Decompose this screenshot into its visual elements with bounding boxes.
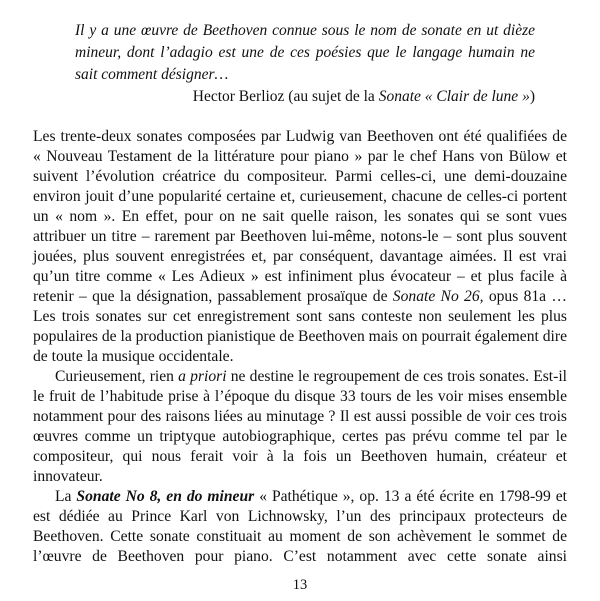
paragraph-3 [33, 487, 567, 567]
attribution-work-title: Sonate « Clair de lune » [378, 88, 530, 105]
paragraph-3-text-end: « Pathétique », op. 13 a été écrite en 1798-99 et est dédiée au Prince Karl von Lichnowsky, l’un des principaux protecteurs de Beethoven. Cette sonate constituait au moment de son achèvement le sommet de l’œuvre de Beethoven pour piano. C’est notamment avec cette sonate ainsi [33, 488, 567, 565]
paragraph-1-text: Les trente-deux sonates composées par Ludwig van Beethoven ont été qualifiées de « Nouveau Testament de la littérature pour piano » par le chef Hans von Bülow et suivent l’évolution créatrice du compositeur. Parmi celles-ci, une demi-douzaine environ jouit d’une popularité certaine et, curieusement, chacune de celles-ci portent un « nom ». En effet, pour on ne sait quelle raison, les sonates qui se sont vues attribuer un titre – rarement par Beethoven lui-même, notons-le – sont plus souvent jouées, plus souvent enregistrées et, par conséquent, davantage aimées. Il est vrai qu’un titre comme « Les Adieux » est infiniment plus évocateur – et plus facile à retenir – que la désignation, passablement prosaïque de [33, 128, 567, 305]
attribution-close-paren: ) [529, 88, 535, 105]
body-text [33, 127, 567, 567]
paragraph-3-sonata-title: Sonate No 8, en do mineur [76, 488, 255, 505]
epigraph-attribution [75, 86, 535, 108]
page-number: 13 [292, 577, 308, 593]
epigraph [75, 20, 535, 108]
epigraph-quote: Il y a une œuvre de Beethoven connue sous le nom de sonate en ut dièze mineur, dont l’adagio est une de ces poésies que le langage humain ne sait comment désigner… [75, 22, 535, 83]
paragraph-2 [33, 367, 567, 487]
paragraph-3-text: La [55, 488, 77, 505]
paragraph-1-text-end: opus 81a … Les trois sonates sur cet enregistrement sont sans conteste non seulement les plus populaires de la production pianistique de Beethoven mais on pourrait également dire de toute la musique occidentale. [33, 288, 567, 365]
paragraph-2-text: Curieusement, rien [55, 368, 179, 385]
paragraph-1-work-title: Sonate No 26, [392, 288, 484, 305]
paragraph-2-latin-phrase: a priori [178, 368, 227, 385]
paragraph-1 [33, 127, 567, 367]
attribution-author: Hector Berlioz (au sujet de la [192, 88, 379, 105]
paragraph-2-text-end: ne destine le regroupement de ces trois sonates. Est-il le fruit de l’habitude prise à l’époque du disque 33 tours de les voir mises ensemble notamment pour des raisons liées au minutage ? Il est aussi possible de voir ces trois œuvres comme un triptyque autobiographique, certes pas prévu comme tel par le compositeur, qui nous ferait voir à la fois un Beethoven humain, créateur et innovateur. [33, 368, 567, 485]
